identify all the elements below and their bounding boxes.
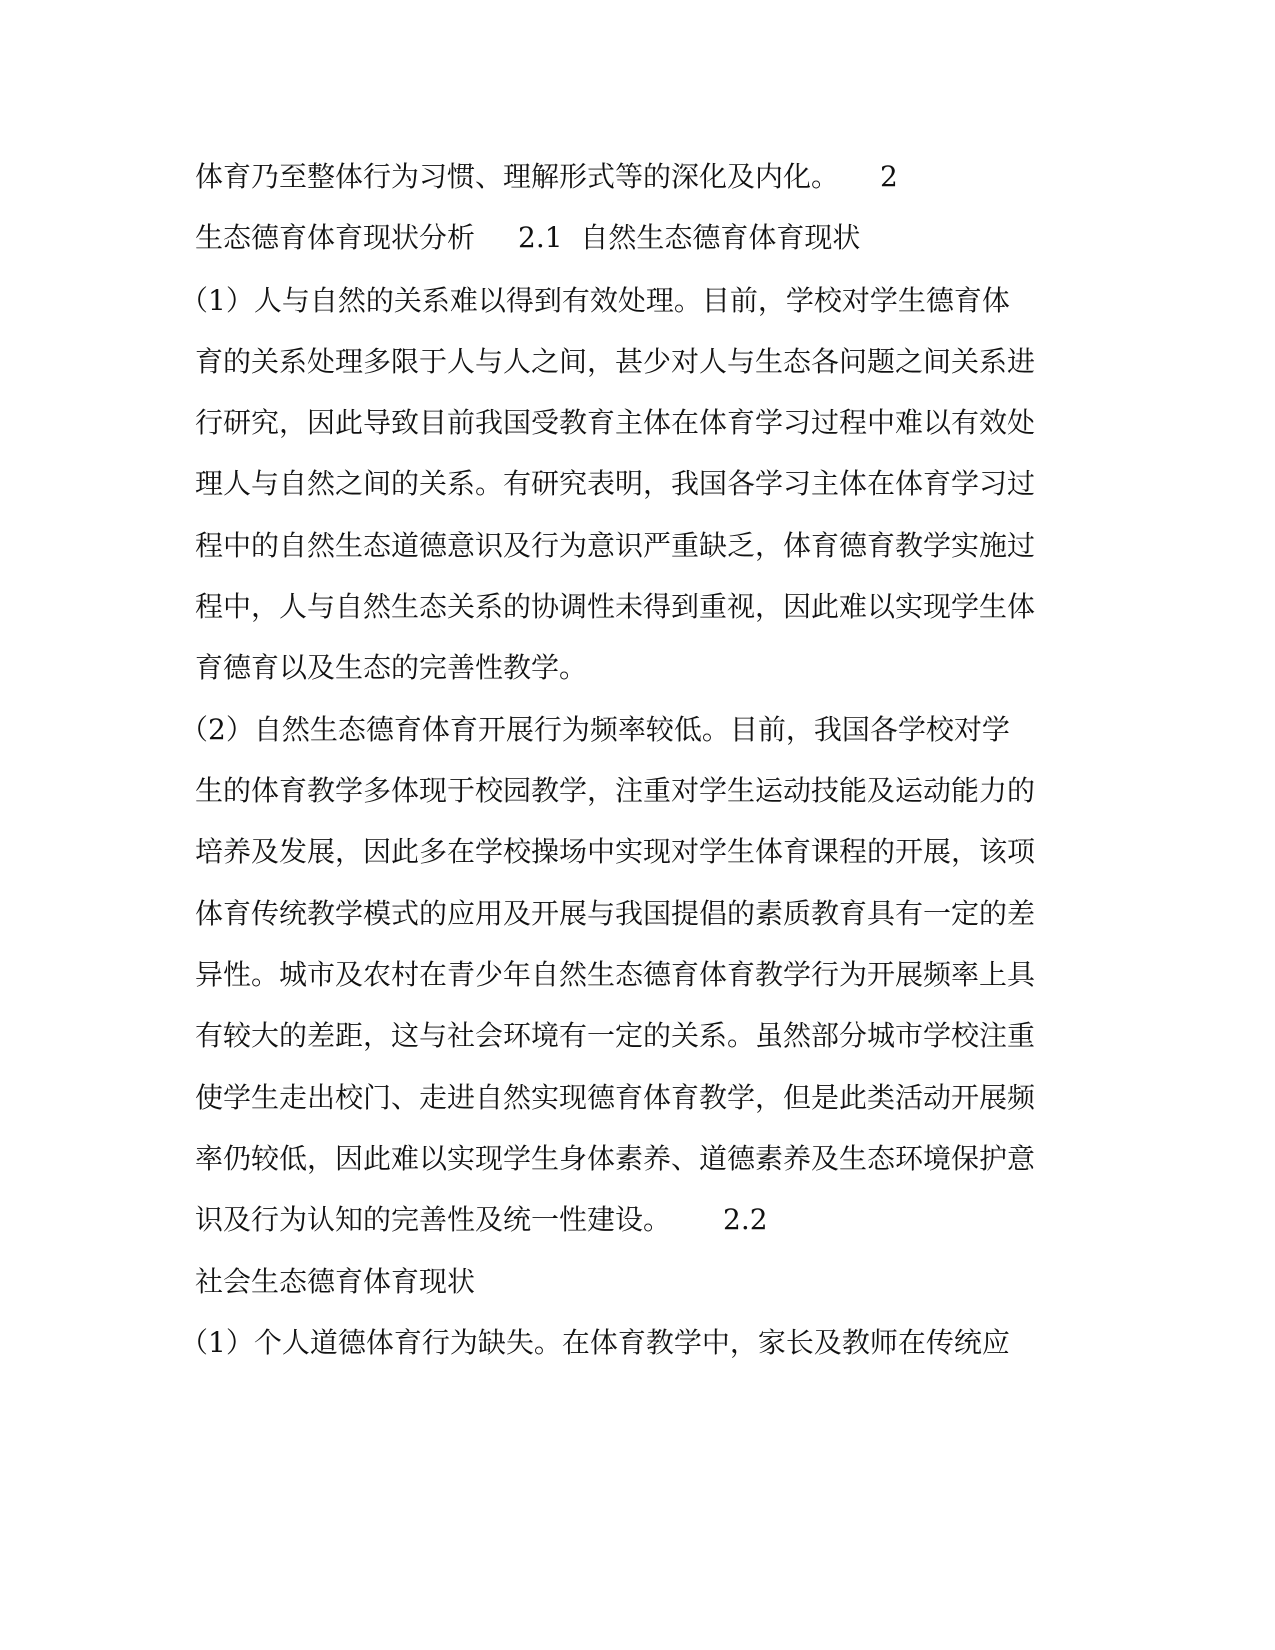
section-heading-2: 生态德育体育现状分析: [195, 221, 476, 254]
section-heading-2-1: 2.1 自然生态德育体育现状: [518, 221, 861, 254]
text-line-11: 生的体育教学多体现于校园教学，注重对学生运动技能及运动能力的: [195, 774, 1036, 807]
text-line-10: （2）自然生态德育体育开展行为频率较低。目前，我国各学校对学: [180, 713, 1010, 746]
text-line-18: 识及行为认知的完善性及统一性建设。: [195, 1203, 672, 1236]
section-number-2: 2: [880, 160, 898, 193]
text-line-8: 程中，人与自然生态关系的协调性未得到重视，因此难以实现学生体: [195, 590, 1036, 623]
text-line-5: 行研究，因此导致目前我国受教育主体在体育学习过程中难以有效处: [195, 406, 1036, 439]
text-line-14: 异性。城市及农村在青少年自然生态德育体育教学行为开展频率上具: [195, 958, 1036, 991]
text-line-16: 使学生走出校门、走进自然实现德育体育教学，但是此类活动开展频: [195, 1081, 1036, 1114]
text-line-20: （1）个人道德体育行为缺失。在体育教学中，家长及教师在传统应: [180, 1326, 1010, 1359]
text-line-1: 体育乃至整体行为习惯、理解形式等的深化及内化。: [195, 160, 840, 193]
text-line-12: 培养及发展，因此多在学校操场中实现对学生体育课程的开展，该项: [195, 835, 1036, 868]
text-line-13: 体育传统教学模式的应用及开展与我国提倡的素质教育具有一定的差: [195, 897, 1036, 930]
text-line-9: 育德育以及生态的完善性教学。: [195, 651, 588, 684]
text-line-4: 育的关系处理多限于人与人之间，甚少对人与生态各问题之间关系进: [195, 345, 1036, 378]
text-line-15: 有较大的差距，这与社会环境有一定的关系。虽然部分城市学校注重: [195, 1019, 1036, 1052]
text-line-7: 程中的自然生态道德意识及行为意识严重缺乏，体育德育教学实施过: [195, 529, 1036, 562]
text-line-17: 率仍较低，因此难以实现学生身体素养、道德素养及生态环境保护意: [195, 1142, 1036, 1175]
section-number-2-2: 2.2: [723, 1203, 768, 1236]
text-line-3: （1）人与自然的关系难以得到有效处理。目前，学校对学生德育体: [180, 284, 1010, 317]
section-heading-2-2: 社会生态德育体育现状: [195, 1265, 476, 1298]
text-line-6: 理人与自然之间的关系。有研究表明，我国各学习主体在体育学习过: [195, 467, 1036, 500]
